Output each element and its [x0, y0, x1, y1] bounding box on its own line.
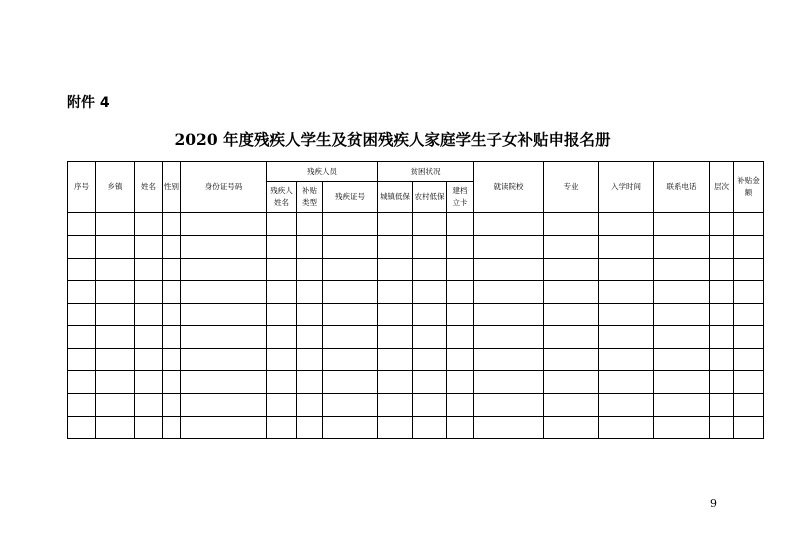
- table-cell: [181, 417, 267, 439]
- table-cell: [267, 394, 297, 417]
- table-cell: [267, 417, 297, 439]
- table-cell: [68, 281, 96, 304]
- table-cell: [297, 349, 323, 371]
- col-header-name: 姓名: [135, 162, 163, 213]
- col-header-urban-dibao: 城镇低保: [378, 182, 413, 213]
- table-cell: [96, 417, 135, 439]
- table-cell: [68, 259, 96, 281]
- col-header-filed-card: 建档立卡: [447, 182, 474, 213]
- table-cell: [163, 259, 181, 281]
- table-cell: [297, 417, 323, 439]
- table-cell: [181, 371, 267, 394]
- table-cell: [96, 213, 135, 236]
- table-cell: [413, 236, 447, 259]
- table-cell: [654, 259, 710, 281]
- table-cell: [544, 326, 599, 349]
- table-cell: [599, 281, 654, 304]
- table-row: [68, 349, 764, 371]
- col-header-subsidy-type: 补贴类型: [297, 182, 323, 213]
- table-cell: [297, 236, 323, 259]
- table-cell: [378, 304, 413, 326]
- table-cell: [96, 281, 135, 304]
- table-cell: [181, 281, 267, 304]
- table-cell: [163, 417, 181, 439]
- table-cell: [323, 281, 378, 304]
- table-cell: [181, 236, 267, 259]
- table-cell: [654, 326, 710, 349]
- table-cell: [163, 371, 181, 394]
- table-cell: [378, 236, 413, 259]
- table-cell: [163, 349, 181, 371]
- table-cell: [710, 349, 734, 371]
- table-cell: [68, 304, 96, 326]
- col-header-level: 层次: [710, 162, 734, 213]
- table-cell: [544, 236, 599, 259]
- table-row: [68, 304, 764, 326]
- table-cell: [135, 326, 163, 349]
- table-cell: [654, 349, 710, 371]
- table-cell: [599, 394, 654, 417]
- table-cell: [599, 236, 654, 259]
- table-cell: [378, 371, 413, 394]
- table-cell: [96, 371, 135, 394]
- table-cell: [68, 349, 96, 371]
- table-cell: [447, 349, 474, 371]
- table-cell: [378, 394, 413, 417]
- table-cell: [734, 349, 764, 371]
- table-cell: [68, 417, 96, 439]
- table-cell: [413, 304, 447, 326]
- table-cell: [68, 371, 96, 394]
- table-cell: [96, 349, 135, 371]
- table-cell: [413, 417, 447, 439]
- table-cell: [163, 281, 181, 304]
- table-cell: [474, 349, 544, 371]
- table-cell: [135, 371, 163, 394]
- table-cell: [68, 213, 96, 236]
- table-cell: [378, 349, 413, 371]
- table-cell: [323, 304, 378, 326]
- table-cell: [447, 236, 474, 259]
- table-cell: [544, 417, 599, 439]
- table-cell: [135, 281, 163, 304]
- table-cell: [297, 304, 323, 326]
- table-cell: [734, 304, 764, 326]
- table-cell: [654, 417, 710, 439]
- table-cell: [654, 281, 710, 304]
- table-cell: [599, 213, 654, 236]
- table-cell: [413, 371, 447, 394]
- page-number: 9: [710, 497, 717, 510]
- table-cell: [710, 417, 734, 439]
- table-cell: [544, 349, 599, 371]
- table-row: [68, 281, 764, 304]
- table-cell: [68, 236, 96, 259]
- table-cell: [163, 213, 181, 236]
- col-header-township: 乡镇: [96, 162, 135, 213]
- table-cell: [68, 326, 96, 349]
- col-header-school: 就读院校: [474, 162, 544, 213]
- table-cell: [474, 304, 544, 326]
- table-cell: [544, 213, 599, 236]
- table-cell: [710, 259, 734, 281]
- table-cell: [135, 417, 163, 439]
- table-cell: [323, 417, 378, 439]
- table-cell: [413, 394, 447, 417]
- table-row: [68, 236, 764, 259]
- col-header-seq: 序号: [68, 162, 96, 213]
- table-cell: [135, 349, 163, 371]
- col-header-id-number: 身份证号码: [181, 162, 267, 213]
- col-header-major: 专业: [544, 162, 599, 213]
- table-cell: [734, 281, 764, 304]
- table-row: [68, 371, 764, 394]
- table-cell: [297, 371, 323, 394]
- table-cell: [135, 259, 163, 281]
- table-cell: [181, 304, 267, 326]
- table-cell: [654, 394, 710, 417]
- table-cell: [734, 417, 764, 439]
- table-cell: [447, 326, 474, 349]
- table-cell: [710, 281, 734, 304]
- table-cell: [323, 259, 378, 281]
- table-cell: [267, 349, 297, 371]
- table-cell: [413, 213, 447, 236]
- col-header-amount: 补贴金额: [734, 162, 764, 213]
- table-cell: [378, 281, 413, 304]
- table-cell: [323, 371, 378, 394]
- table-cell: [544, 281, 599, 304]
- table-row: [68, 417, 764, 439]
- table-cell: [447, 259, 474, 281]
- col-group-disabled: 残疾人员: [267, 162, 378, 182]
- table-cell: [710, 213, 734, 236]
- table-cell: [734, 326, 764, 349]
- table-cell: [474, 371, 544, 394]
- table-cell: [163, 326, 181, 349]
- table-cell: [710, 394, 734, 417]
- table-cell: [654, 304, 710, 326]
- table-cell: [323, 213, 378, 236]
- table-cell: [323, 326, 378, 349]
- table-row: [68, 394, 764, 417]
- table-cell: [297, 259, 323, 281]
- table-cell: [413, 281, 447, 304]
- col-group-poverty: 贫困状况: [378, 162, 474, 182]
- col-header-rural-dibao: 农村低保: [413, 182, 447, 213]
- col-header-phone: 联系电话: [654, 162, 710, 213]
- table-cell: [323, 349, 378, 371]
- header-row-top: [68, 162, 764, 182]
- table-cell: [710, 304, 734, 326]
- table-row: [68, 326, 764, 349]
- table-row: [68, 213, 764, 236]
- table-cell: [181, 394, 267, 417]
- table-cell: [474, 326, 544, 349]
- table-cell: [267, 259, 297, 281]
- table-cell: [96, 304, 135, 326]
- table-cell: [474, 213, 544, 236]
- table-cell: [163, 394, 181, 417]
- table-cell: [267, 304, 297, 326]
- table-cell: [96, 259, 135, 281]
- table-cell: [474, 281, 544, 304]
- table-cell: [599, 326, 654, 349]
- table-cell: [599, 259, 654, 281]
- table-cell: [267, 236, 297, 259]
- table-cell: [599, 304, 654, 326]
- table-cell: [447, 281, 474, 304]
- table-cell: [447, 371, 474, 394]
- table-body: [68, 213, 764, 439]
- table-cell: [135, 213, 163, 236]
- table-cell: [474, 417, 544, 439]
- table-cell: [413, 259, 447, 281]
- table-cell: [654, 213, 710, 236]
- table-cell: [135, 304, 163, 326]
- col-header-disabled-name: 残疾人姓名: [267, 182, 297, 213]
- table-cell: [544, 259, 599, 281]
- table-cell: [474, 236, 544, 259]
- table-cell: [734, 394, 764, 417]
- table-row: [68, 259, 764, 281]
- table-cell: [447, 417, 474, 439]
- table-cell: [654, 236, 710, 259]
- table-cell: [323, 236, 378, 259]
- table-cell: [135, 394, 163, 417]
- table-cell: [599, 371, 654, 394]
- table-cell: [599, 349, 654, 371]
- table-cell: [474, 394, 544, 417]
- table-cell: [378, 326, 413, 349]
- table-cell: [734, 259, 764, 281]
- table-cell: [599, 417, 654, 439]
- table-cell: [267, 326, 297, 349]
- table-cell: [297, 326, 323, 349]
- table-cell: [544, 304, 599, 326]
- col-header-enroll-time: 入学时间: [599, 162, 654, 213]
- table-cell: [181, 326, 267, 349]
- col-header-disability-cert: 残疾证号: [323, 182, 378, 213]
- table-cell: [544, 371, 599, 394]
- table-cell: [135, 236, 163, 259]
- table-cell: [267, 213, 297, 236]
- table-cell: [323, 394, 378, 417]
- table-cell: [181, 213, 267, 236]
- table-cell: [474, 259, 544, 281]
- table-cell: [297, 394, 323, 417]
- table-cell: [297, 213, 323, 236]
- table-cell: [297, 281, 323, 304]
- table-cell: [734, 371, 764, 394]
- table-cell: [163, 304, 181, 326]
- table-cell: [447, 304, 474, 326]
- table-cell: [413, 326, 447, 349]
- table-cell: [68, 394, 96, 417]
- table-cell: [710, 371, 734, 394]
- table-cell: [710, 236, 734, 259]
- table-cell: [96, 236, 135, 259]
- attachment-label: 附件 4: [67, 95, 110, 111]
- table-cell: [378, 417, 413, 439]
- table-cell: [447, 394, 474, 417]
- table-cell: [654, 371, 710, 394]
- table-cell: [710, 326, 734, 349]
- col-header-gender: 性别: [163, 162, 181, 213]
- subsidy-register-table: [67, 161, 764, 439]
- table-cell: [734, 213, 764, 236]
- table-cell: [267, 371, 297, 394]
- table-cell: [181, 349, 267, 371]
- table-cell: [413, 349, 447, 371]
- table-cell: [378, 259, 413, 281]
- table-cell: [96, 326, 135, 349]
- table-cell: [96, 394, 135, 417]
- form-title: 2020 年度残疾人学生及贫困残疾人家庭学生子女补贴申报名册: [174, 130, 611, 149]
- table-cell: [181, 259, 267, 281]
- table-cell: [447, 213, 474, 236]
- table-cell: [734, 236, 764, 259]
- table-cell: [544, 394, 599, 417]
- table-cell: [378, 213, 413, 236]
- table-cell: [163, 236, 181, 259]
- table-cell: [267, 281, 297, 304]
